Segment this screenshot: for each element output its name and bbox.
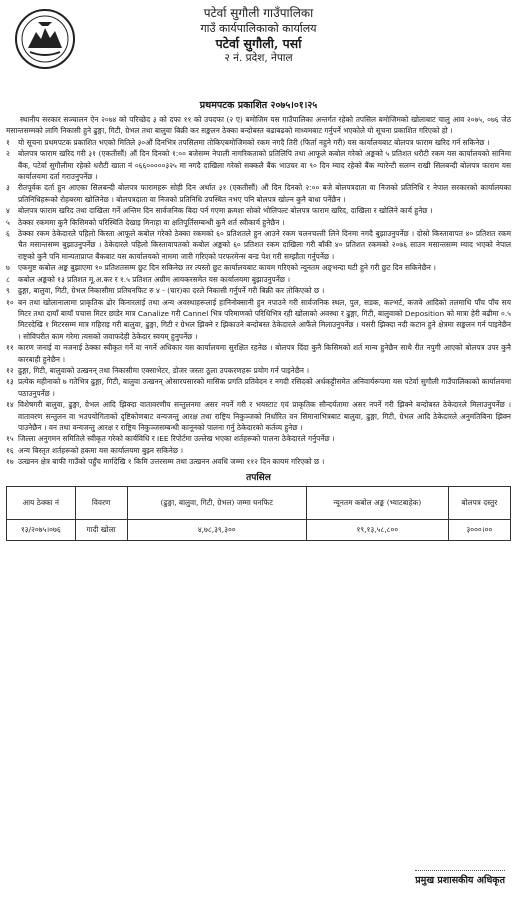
signature-title: प्रमुख प्रशासकीय अधिकृत [415, 870, 505, 886]
notice-page [6, 6, 511, 904]
condition-text: बन तथा खोलानालामा प्राकृतिक ढोर किनारलाई तथा अन्य अवस्थाहरूलाई हानिनोक्सानी हुन नपाउने गरी सार्वजनिक स्थल, पुल, सडक, कल्भर्ट, कजवे आदिको तलमाथि पाँच पाँच सय मिटर तथा दायाँ बायाँ पचास मिटर छाडेर मात्र Canalize गरी Cannel भित्र परिमाणको परिधिभित्र रही खोलाको अवस्था र ढुङ्गा, गिटी, बालुवाको Deposition को मात्रा हेरी बढीमा ०.५ मिटरदेखि १ मिटरसम्म मात्र गहिराइ गरी बालुवा, ढुङ्गा, गिटी र ग्रेभल झिक्ने र झिकाउने बन्दोबस्त ठेकेदारले आफैंले मिलाउनुपर्नेछ । यसरी झिक्दा नदी कटान हुने क्षेत्रमा सङ्कलन गर्न पाइनेछैन । सोविपरीत काम गरेमा त्यसको जवाफदेही ठेकेदार स्वयम् हुनुपर्नेछ । [18, 297, 511, 341]
condition-text: यो सूचना प्रथमपटक प्रकाशित भएको मितिले ३०औं दिनभित्र तपसिलमा तोकिएबमोजिमको रकम नगदै तिरी (फिर्ता नहुने गरी) यस कार्यालयबाट बोलपत्र फाराम खरिद गर्न सकिनेछ । [18, 137, 490, 147]
annex-header-row [7, 486, 511, 519]
condition-item [6, 274, 511, 285]
condition-text: प्रत्येक महीनाको ७ गतेभित्र ढुङ्गा, गिटी, बालुवा उत्खनन् ओसारपसारको मासिक प्रगति प्रतिवेदन र नगदी रसिदको अर्धकट्टीसमेत अनिवार्यरूपमा यस पटेर्वा सुगौली गाउँपालिकाको कार्यालयमा पठाउनुपर्नेछ । [18, 377, 511, 398]
condition-item [6, 433, 511, 444]
condition-item [6, 262, 511, 273]
condition-item [6, 342, 511, 365]
annex-header-cell: (ढुङ्गा, बालुवा, गिटी, ग्रेभल) जम्मा घनफिट [127, 486, 306, 519]
condition-number: ५ [6, 217, 10, 227]
condition-text: कबोल अङ्कको १३ प्रतिशत मू.अ.कर र १.५ प्रतिशत अग्रीम आयकरसमेत यस कार्यालयमा बुझाउनुपर्नेछ । [18, 274, 291, 284]
office-name: गाउँ कार्यपालिकाको कार्यालय [200, 22, 317, 35]
condition-item [6, 365, 511, 376]
condition-number: १ [6, 137, 10, 147]
condition-text: कारण जनाई वा नजनाई ठेक्का स्वीकृत गर्ने वा नगर्ने अधिकार यस कार्यालयमा सुरक्षित रहनेछ । बोलपत्र दिंदा कुनै किसिमको शर्त मान्य हुनेछैन साथै रीत नपुगी आएको बोलपत्र उपर कुनै कारबाही हुनेछैन । [18, 343, 511, 364]
condition-number: १४ [6, 400, 14, 410]
condition-text: ठेक्का रकममा कुनै किसिमको परिस्थिति देखाइ मिनाहा वा क्षतिपूर्तिसम्बन्धी कुनै शर्त स्वीकार्य हुनेछैन । [18, 217, 285, 227]
table-row [7, 519, 511, 540]
condition-text: एकमुष्ट कबोल अङ्क बुझाएमा १० प्रतिशतसम्म छुट दिन सकिनेछ तर त्यस्तो छुट कार्यालयबाट कायम गरिएको न्यूनतम अङ्भन्दा घटी हुने गरी छुट दिन सकिनेछैन । [18, 263, 436, 273]
condition-number: ४ [6, 206, 10, 216]
annex-header-cell: विवरण [75, 486, 127, 519]
condition-text: रीतपूर्वक दर्ता हुन आएका सिलबन्दी बोलपत्र फारामहरू सोही दिन अर्थात ३१ (एकतीसौं) औं दिन दिनको २:०० बजे बोलपत्रदाता वा निजको प्रतिनिधि र नेपाल सरकारको कार्यालयका प्रतिनिधिहरूको रोहबरमा खोलिनेछ । बोलपत्रदाता वा निजको प्रतिनिधि उपस्थित नभए पनि बोलपत्र खोल्न कुनै बाधा पर्नेछैन । [18, 183, 511, 204]
condition-text: बोलपत्र फाराम खरिद तथा दाखिला गर्ने अन्तिम दिन सार्वजनिक बिदा पर्न गएमा क्रमशः सोको भोलिपल्ट बोलपत्र फाराम खरिद, दाखिला र खोलिने कार्य हुनेछ । [18, 206, 433, 216]
condition-text: जिल्ला अनुगमन समितिले स्वीकृत गरेको कार्यविधि र IEE रिपोर्टमा उल्लेख भएका शर्तहरूको पालना ठेकेदारले गर्नुपर्नेछ । [18, 434, 335, 444]
condition-item [6, 456, 511, 467]
condition-number: ६ [6, 229, 10, 239]
annex-cell: ३०००।०० [448, 519, 510, 540]
annex-header-cell: न्यूनतम कबोल अङ्क (भ्याटबाहेक) [306, 486, 448, 519]
annex-header-cell: आय ठेक्का नं [7, 486, 76, 519]
letterhead [6, 6, 511, 96]
annex-cell: गादी खोला [75, 519, 127, 540]
condition-item [6, 376, 511, 399]
annex-header-cell: बोलपत्र दस्तुर [448, 486, 510, 519]
condition-item [6, 228, 511, 262]
condition-text: बोलपत्र फाराम खरिद गरी ३१ (एकतीसौं) औं दिन दिनको १:०० बजेसम्म नेपाली नागरिकताको प्रतिलिपि तथा आफूले कबोल गरेको अङ्कको ५ प्रतिशत धरौटी रकम यस कार्यालयको सानिमा बैंक, पटेर्वा सुगौलीमा रहेको धरौटी खाता नं ०६६०००००३२५ मा नगदै दाखिला गरेको सक्कलै बैंक भाउचर वा ९० दिन म्याद रहेको बैंक ग्यारेन्टी सलग्न राखी सिलबन्दी बोलपत्र फाराम यस कार्यालयमा दर्ता गराउनुपर्नेछ । [18, 149, 511, 182]
intro-paragraph: स्थानीय सरकार सञ्चालन ऐन २०७४ को परिच्छेद ३ को दफा ११ को उपदफा (२ ए) बमोजिम यस गाउँपालिका अन्तर्गत रहेको तपसिल बमोजिमको खोलाबाट चालु आव २०७५, ०७६ जेठ मसान्तसम्मको लागि निकासी हुने ढुङ्गा, गिटी, ग्रेभल तथा बालुवा बिक्री कर सङ्कलन ठेक्का बन्दोबस्त बढाबढको माध्यमबाट गर्नुपर्ने भएकोले यो सूचना प्रकाशित गरिएको हो । [6, 115, 511, 136]
condition-text: विशेषगरी बालुवा, ढुङ्गा, ग्रेभल आदि झिक्दा वातावरणीय सन्तुलनमा असर नपर्ने गरी र भयस्टाट एवं प्राकृतिक सौन्दर्यतामा असर नपर्ने गरी झिक्ने बन्दोबस्त ठेकेदारले मिलाउनुपर्नेछ । वातावरण सन्तुलन वा भउपयोगिताको दृष्टिकोणबाट वन्यजन्तु आरक्ष तथा राष्ट्रिय निकुञ्जको निर्धारित वन सिमानाभित्रबाट बालुवा, ढुङ्गा, गिटी, ग्रेभल आदि ठेकेदारले अनुमतिबिना झिक्न पाउनेछैन । वन तथा वन्यजन्तु आरक्ष र राष्ट्रिय निकुञ्जसम्बन्धी कानूनको पालना गर्नु ठेकेदारको कर्तव्य हुनेछ । [18, 400, 511, 432]
province-country: २ नं. प्रदेश, नेपाल [224, 52, 293, 64]
annex-table [6, 486, 511, 541]
condition-text: ढुङ्गा, बालुवा, गिटी, ग्रेभल निकासीमा प्रतिघनफिट रु ४ - (चार)का दरले निकासी गर्नुपर्ने गरी बिक्री कर तोकिएको छ । [18, 286, 325, 296]
annex-cell: ४,७८,३९,३०० [127, 519, 306, 540]
condition-item [6, 297, 511, 343]
conditions-list [6, 137, 511, 468]
condition-item [6, 399, 511, 433]
condition-number: १२ [6, 365, 14, 375]
condition-number: १५ [6, 434, 14, 444]
condition-item [6, 182, 511, 205]
condition-item [6, 205, 511, 216]
annex-title: तपसिल [246, 472, 271, 483]
condition-item [6, 445, 511, 456]
condition-item [6, 148, 511, 182]
condition-number: १७ [6, 457, 14, 467]
office-location: पटेर्वा सुगौली, पर्सा [215, 36, 302, 51]
condition-text: अन्य बिस्तृत शर्तहरूको हकमा यस कार्यालयमा बुझ्न सकिनेछ । [18, 445, 184, 455]
condition-number: ७ [6, 263, 10, 273]
condition-number: ११ [6, 343, 14, 353]
condition-item [6, 285, 511, 296]
notice-body [6, 114, 511, 468]
condition-item [6, 217, 511, 228]
condition-number: १६ [6, 445, 14, 455]
condition-number: ९ [6, 286, 10, 296]
condition-text: ठेक्का रकम ठेकेदारले पहिलो किस्ता आफूले कबोल गरेको ठेक्का रकमको ६० प्रतिशतले हुन आउने रकम चलनचल्ती लिने दिनमा नगदै बुझाउनुपर्नेछ । दोस्रो किस्तावापत ४० प्रतिशत रकम चैत मसान्तसम्म बुझाउनुपर्नेछ । ठेकेदारले पहिलो किस्तावापतको कबोल अङ्कको ६० प्रतिशत रकम दाखिला गरी बाँकी ४० प्रतिशत रकमको २०७६ साउन मसान्तसम्म म्याद भएको नेपाल राष्ट्रको कुनै पनि मान्यताप्राप्त बैंकबाट यस कार्यालयको नाममा जारी गरिएको परफरमेन्स बन्ड पेश गरी सम्झौता गर्नुपर्नेछ । [18, 229, 511, 261]
condition-number: ३ [6, 183, 10, 193]
condition-number: १३ [6, 377, 14, 387]
municipality-name: पटेर्वा सुगौली गाउँपालिका [203, 6, 314, 20]
condition-number: २ [6, 149, 10, 159]
notice-title: प्रथमपटक प्रकाशित २०७५।०१।२५ [199, 100, 318, 111]
condition-text: ढुङ्गा, गिटी, बालुवाको उत्खनन् तथा निकासीमा एक्साभेटर, डोजर जस्ता ठूला उपकरणहरू प्रयोग गर्न पाइनेछैन । [18, 365, 310, 375]
annex-cell: १३/२०७५।०७६ [7, 519, 76, 540]
condition-text: उत्खनन क्षेत्र बाफी गाउँको पहुँच मार्गदेखि १ किमि उत्तरसम्म तथा उत्खनन अवधि जम्मा ११२ दिन कायम गरिएको छ । [18, 457, 325, 467]
condition-number: ८ [6, 274, 10, 284]
condition-number: १० [6, 297, 14, 307]
condition-item [6, 137, 511, 148]
annex-cell: १९,१३,५८,८०० [306, 519, 448, 540]
